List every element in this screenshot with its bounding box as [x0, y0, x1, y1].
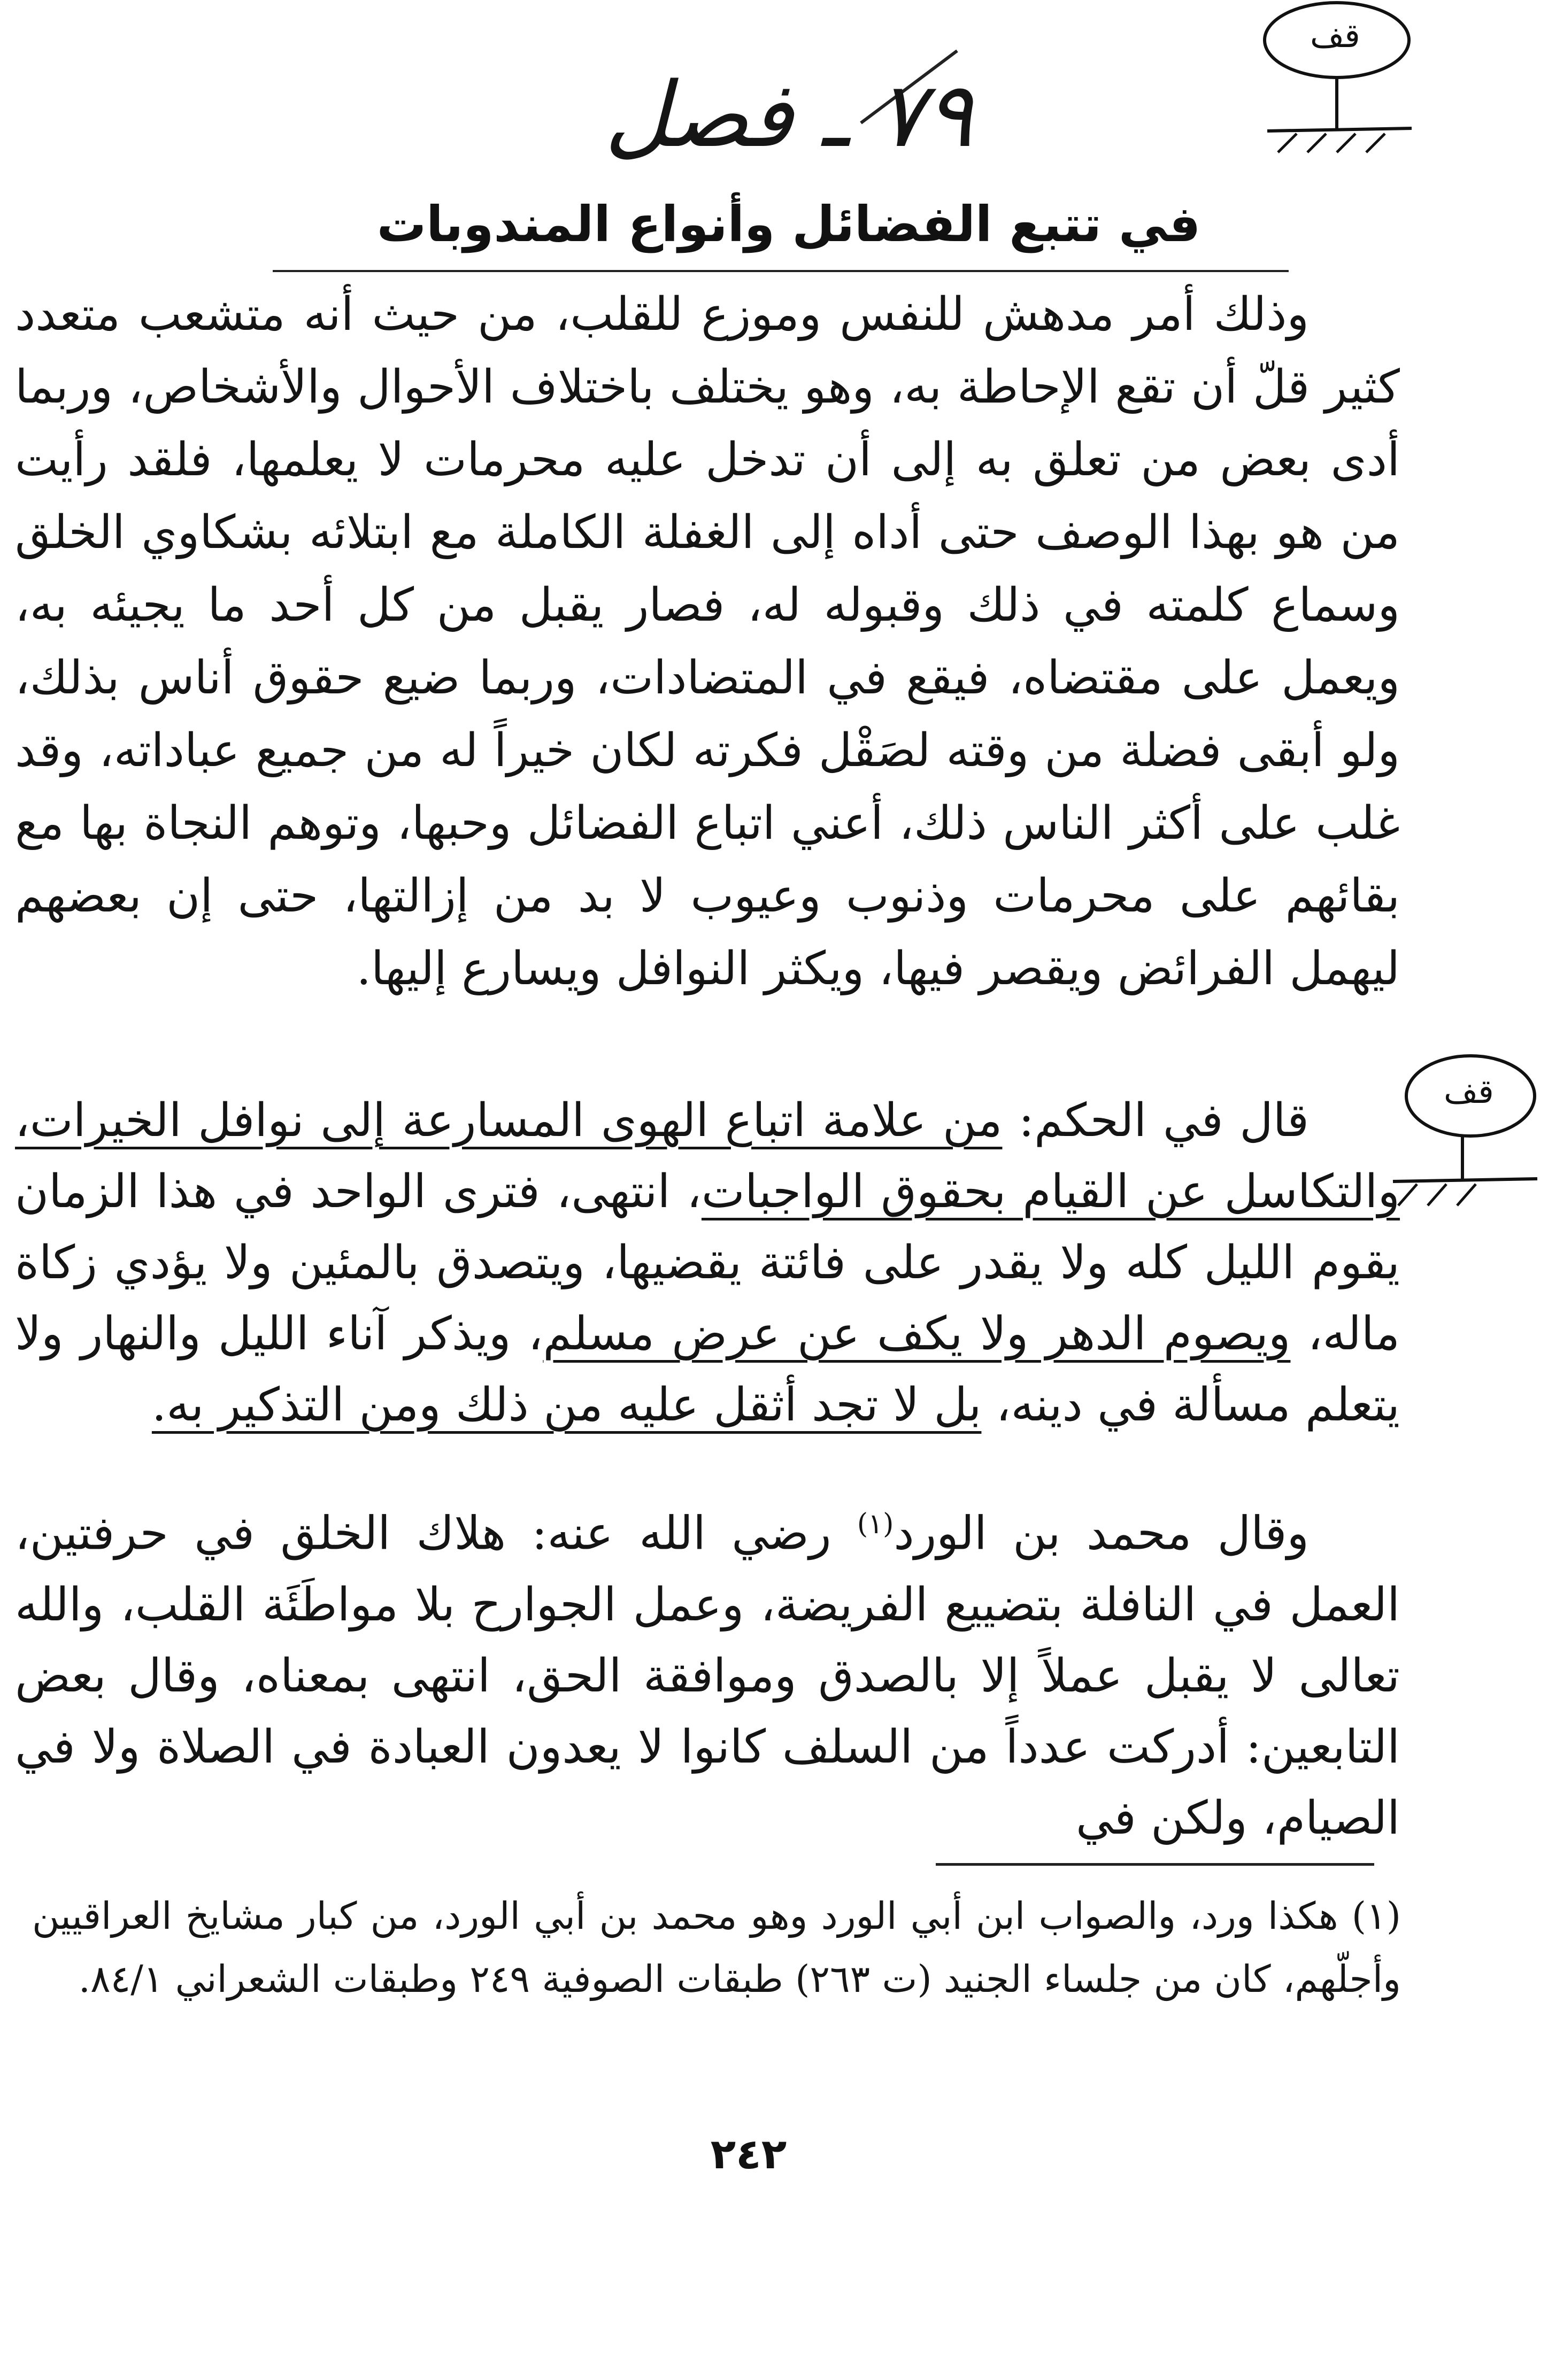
paragraph-3 [15, 1489, 1400, 1854]
underlined-quote: من علامة اتباع الهوى المسارعة إلى نوافل الخيرات، والتكاسل عن القيام بحقوق الواجبات [15, 1094, 1400, 1218]
underlined-phrase-1: ويصوم الدهر ولا يكف عن عرض مسلم [543, 1307, 1291, 1361]
footnote-separator [936, 1863, 1374, 1866]
paragraph-2-text [15, 1085, 1400, 1441]
paragraph-3-text-before-note: وقال محمد بن الورد [894, 1506, 1310, 1560]
footnote-text: (١) هكذا ورد، والصواب ابن أبي الورد وهو محمد بن أبي الورد، من كبار مشايخ العراقيين وأجلّهم، كان من جلساء الجنيد (ت ٢٦٣) طبقات الصوفية ٢٤٩ وطبقات الشعراني ٨٤/١. [32, 1894, 1401, 2001]
paragraph-3-text [15, 1489, 1400, 1854]
chapter-title: في تتبع الفضائل وأنواع المندوبات [376, 196, 1201, 253]
margin-stop-mark-top [1246, 0, 1422, 160]
paragraph-2 [15, 1085, 1400, 1441]
footnote [32, 1884, 1401, 2011]
page-number: ٢٤٢ [710, 2130, 787, 2178]
title-underline [273, 270, 1289, 272]
stop-mark-label: قف [1310, 16, 1360, 55]
paragraph-3-text-after-note: رضي الله عنه: هلاك الخلق في حرفتين، العمل في النافلة بتضييع الفريضة، وعمل الجوارح بلا مواطَئَة القلب، والله تعالى لا يقبل عملاً إلا بالصدق وموافقة الحق، انتهى بمعناه، وقال بعض التابعين: أدركت عدداً من السلف كانوا لا يعدون العبادة في الصلاة ولا في الصيام، ولكن في [15, 1506, 1400, 1845]
paragraph-1-text: وذلك أمر مدهش للنفس وموزع للقلب، من حيث أنه متشعب متعدد كثير قلّ أن تقع الإحاطة به، وهو يختلف باختلاف الأحوال والأشخاص، وربما أدى بعض من تعلق به إلى أن تدخل عليه محرمات لا يعلمها، فلقد رأيت من هو بهذا الوصف حتى أداه إلى الغفلة الكاملة مع ابتلائه بشكاوي الخلق وسماع كلمته في ذلك وقبوله له، فصار يقبل من كل أحد ما يجيئه به، ويعمل على مقتضاه، فيقع في المتضادات، وربما ضيع حقوق أناس بذلك، ولو أبقى فضلة من وقته لصَقْل فكرته لكان خيراً له من جميع عباداته، وقد غلب على أكثر الناس ذلك، أعني اتباع الفضائل وحبها، وتوهم النجاة بها مع بقائهم على محرمات وذنوب وعيوب لا بد من إزالتها، حتى إن بعضهم ليهمل الفرائض ويقصر فيها، ويكثر النوافل ويسارع إليها. [15, 288, 1400, 995]
stop-mark-label: قف [1444, 1072, 1494, 1111]
handwritten-chapter-heading: ٧٩ ـ فصل [604, 63, 973, 167]
paragraph-2-text-1: ، انتهى، فترى الواحد في هذا الزمان يقوم الليل كله ولا يقدر على فائتة يقضيها، ويتصدق بالمئين ولا يؤدي زكاة ماله، [15, 1165, 1400, 1361]
paragraph-1 [15, 278, 1400, 1005]
paragraph-2-text-2: ، ويذكر آناء الليل والنهار ولا يتعلم مسألة في دينه، [15, 1307, 1400, 1432]
underlined-phrase-2: بل لا تجد أثقل عليه من ذلك ومن التذكير به. [151, 1378, 982, 1432]
hikam-citation: قال في الحكم: [1002, 1094, 1309, 1147]
margin-stop-mark-middle [1382, 1048, 1543, 1219]
footnote-reference: (١) [857, 1508, 894, 1540]
